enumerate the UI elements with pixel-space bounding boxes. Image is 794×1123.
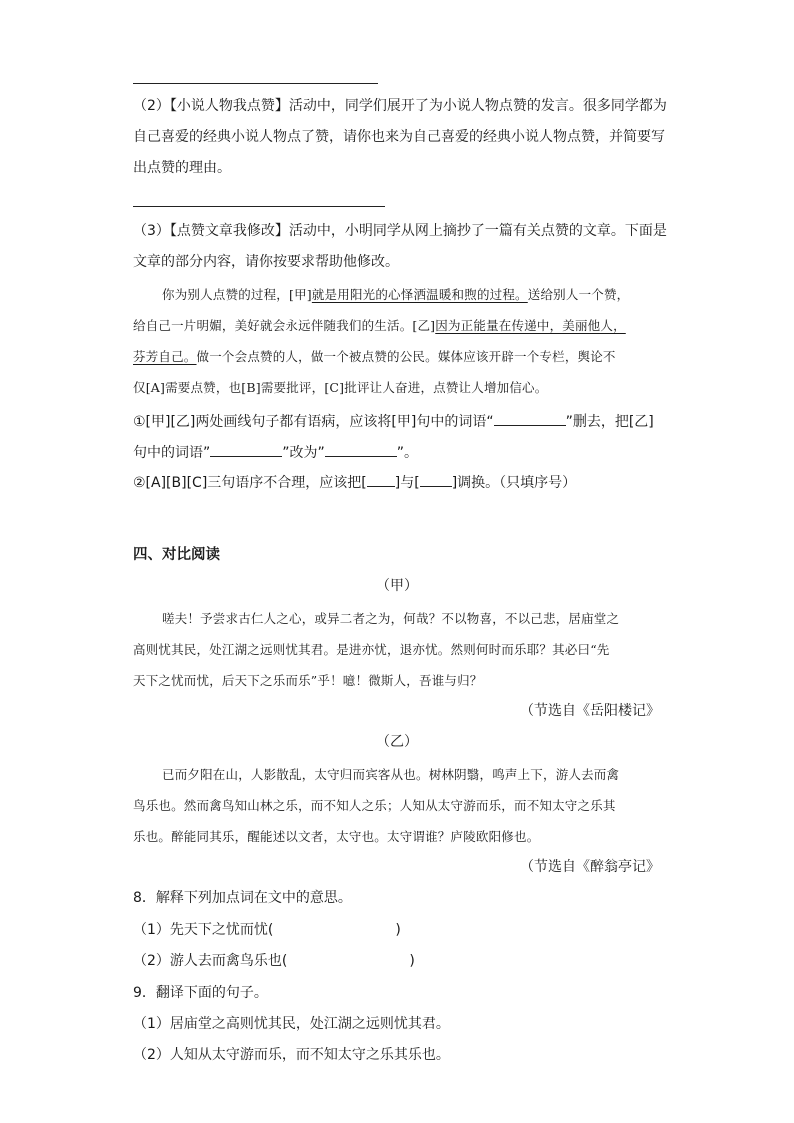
passage-line: 仅[A]需要点赞，也[B]需要批评，[C]批评让人奋进，点赞让人增加信心。 [133,380,548,395]
question-8-title: 8．解释下列加点词在文中的意思。 [133,890,352,906]
fill-blank[interactable] [210,441,282,457]
passage-line: 高则忧其民，处江湖之远则忧其君。是进亦忧，退亦忧。然则何时而乐耶？其必曰“先 [133,642,610,657]
fill-blank[interactable] [367,471,395,487]
q2-text-line: 出点赞的理由。 [133,160,231,176]
answer-line [133,206,385,207]
passage-line: 嗟夫！予尝求古仁人之心，或异二者之为，何哉？不以物喜，不以己悲，居庙堂之 [162,611,620,626]
underlined-sentence-jia: 就是用阳光的心怿洒温暖和煦的过程。 [311,287,528,302]
passage-label-yi: （乙） [376,734,418,750]
passage-line: 鸟乐也。然而禽鸟知山林之乐，而不知人之乐；人知从太守游而乐，而不知太守之乐其 [133,798,616,813]
section-heading: 四、对比阅读 [133,547,220,563]
passage-line: 天下之忧而忧，后天下之乐而乐”乎！噫！微斯人，吾谁与归？ [133,673,483,688]
question-9-item: （2）人知从太守游而乐，而不知太守之乐其乐也。 [133,1047,450,1063]
q2-text-line: 自己喜爱的经典小说人物点了赞，请你也来为自己喜爱的经典小说人物点赞，并简要写 [133,129,665,145]
question-9-item: （1）居庙堂之高则忧其民，处江湖之远则忧其君。 [133,1016,450,1032]
q3-text-line: （3）【点赞文章我修改】活动中，小明同学从网上摘抄了一篇有关点赞的文章。下面是 [133,223,667,239]
passage-label-jia: （甲） [376,578,418,594]
q3-text-line: 文章的部分内容，请你按要求帮助他修改。 [133,254,399,270]
fill-blank[interactable] [325,441,397,457]
underlined-sentence-yi: 芬芳自己。 [133,349,197,364]
passage-line: 芬芳自己。做一个会点赞的人，做一个被点赞的公民。媒体应该开辟一个专栏，舆论不 [133,349,616,364]
fill-blank[interactable] [420,471,452,487]
fill-blank[interactable] [494,410,566,426]
passage-line: 给自己一片明媚，美好就会永远伴随我们的生活。[乙]因为正能量在传递中，美丽他人， [133,318,626,333]
passage-line: 你为别人点赞的过程，[甲]就是用阳光的心怿洒温暖和煦的过程。送给别人一个赞， [162,287,630,302]
question-8-item: （2）游人去而禽鸟乐也( ) [133,953,415,969]
passage-line: 乐也。醉能同其乐，醒能述以文者，太守也。太守谓谁？庐陵欧阳修也。 [133,829,540,844]
q2-text-line: （2）【小说人物我点赞】活动中，同学们展开了为小说人物点赞的发言。很多同学都为 [133,98,667,114]
passage-source: （节选自《醉翁亭记》 [520,859,660,875]
passage-line: 已而夕阳在山，人影散乱，太守归而宾客从也。树林阴翳，鸣声上下，游人去而禽 [162,767,620,782]
underlined-sentence-yi: 因为正能量在传递中，美丽他人， [435,318,626,333]
question-8-item: （1）先天下之忧而忧( ) [133,922,401,938]
passage-source: （节选自《岳阳楼记》 [520,703,660,719]
sub-question-1: ①[甲][乙]两处画线句子都有语病，应该将[甲]句中的词语“ ”删去，把[乙] [133,410,654,432]
question-9-title: 9．翻译下面的句子。 [133,985,268,1001]
sub-question-1-cont: 句中的词语” ”改为” ”。 [133,441,418,463]
answer-line [133,83,378,84]
sub-question-2: ②[A][B][C]三句语序不合理，应该把[ ]与[ ]调换。（只填序号） [133,471,576,493]
